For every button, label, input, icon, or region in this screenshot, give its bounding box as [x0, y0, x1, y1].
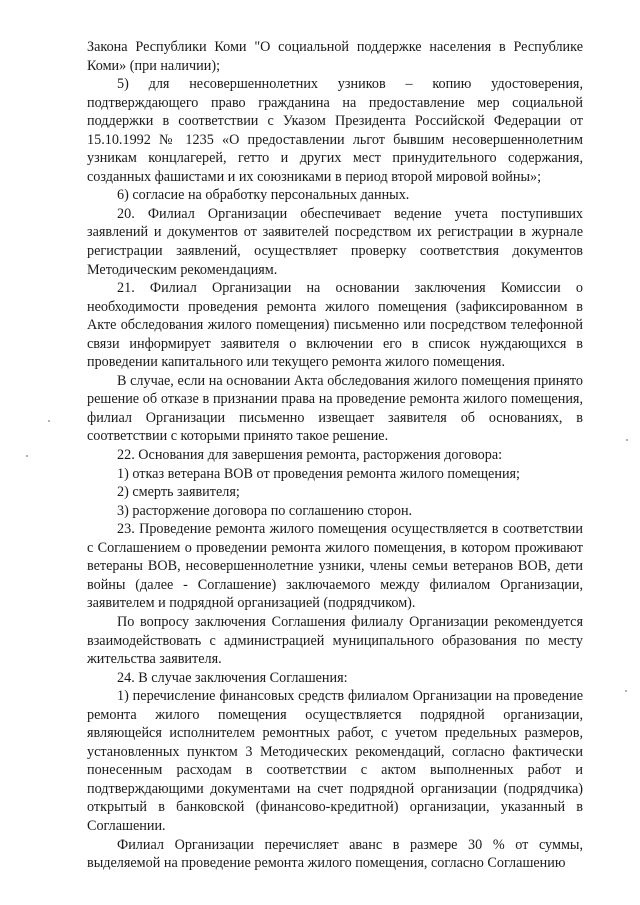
paragraph-clause-22-item-3: 3) расторжение договора по соглашению сторон.	[117, 502, 413, 519]
scan-speck	[625, 690, 627, 692]
paragraph-advance-payment: Филиал Организации перечисляет аванс в размере 30 % от суммы, выделяемой на проведение ремонта жилого помещения, согласно Соглашению	[87, 836, 583, 872]
paragraph-refusal: В случае, если на основании Акта обследования жилого помещения принято решение об отказе в признании права на проведение ремонта жилого помещения, филиал Организации письменно извещает заявителя об основаниях, в соответствии с которыми принято такое решение.	[87, 372, 583, 445]
paragraph-clause-23: 23. Проведение ремонта жилого помещения осуществляется в соответствии с Соглашением о проведении ремонта жилого помещения, в котором проживают ветераны ВОВ, несовершеннолетние узники, члены семьи ветеранов ВОВ, дети войны (далее - Соглашение) заключаемого между филиалом Организации, заявителем и подрядной организацией (подрядчиком).	[87, 521, 583, 612]
paragraph-clause-21: 21. Филиал Организации на основании заключения Комиссии о необходимости проведения ремонта жилого помещения (зафиксированном в Акте обследования жилого помещения) письменно или посредством телефонной связи информирует заявителя о включении его в список нуждающихся в проведении капитального или текущего ремонта жилого помещения.	[87, 280, 583, 371]
scan-speck	[626, 439, 628, 441]
scan-speck	[26, 455, 28, 457]
paragraph-law-reference: Закона Республики Коми "О социальной поддержке населения в Республике Коми» (при наличии);	[87, 39, 583, 74]
paragraph-clause-20: 20. Филиал Организации обеспечивает ведение учета поступивших заявлений и документов от заявителей посредством их регистрации в журнале регистрации заявлений, осуществляет проверку соответствия документов Методическим рекомендациям.	[87, 205, 583, 278]
document-page	[87, 38, 583, 873]
paragraph-agreement-recommendation: По вопросу заключения Соглашения филиалу Организации рекомендуется взаимодействовать с администрацией муниципального образования по месту жительства заявителя.	[87, 613, 583, 668]
paragraph-clause-22: 22. Основания для завершения ремонта, расторжения договора:	[117, 447, 503, 464]
scan-speck	[48, 420, 50, 422]
paragraph-clause-24: 24. В случае заключения Соглашения:	[117, 669, 348, 686]
paragraph-item-6-consent: 6) согласие на обработку персональных данных.	[117, 187, 410, 204]
paragraph-clause-24-item-1: 1) перечисление финансовых средств филиалом Организации на проведение ремонта жилого помещения осуществляется подрядной организации, являющейся исполнителем ремонтных работ, с учетом предельных размеров, установленных пунктом 3 Методических рекомендаций, согласно фактически понесенным расходам в соответствии с актом выполненных работ и подтверждающими документами на счет подрядной организации (подрядчика) открытый в банковской (финансово-кредитной) организации, указанный в Соглашении.	[87, 688, 583, 834]
paragraph-clause-22-item-1: 1) отказ ветерана ВОВ от проведения ремонта жилого помещения;	[117, 465, 520, 482]
paragraph-item-5-minors: 5) для несовершеннолетних узников – копию удостоверения, подтверждающего право гражданина на предоставление мер социальной поддержки в соответствии с Указом Президента Российской Федерации от 15.10.1992 № 1235 «О предоставлении льгот бывшим несовершеннолетним узникам концлагерей, гетто и других мест принудительного содержания, созданных фашистами и их союзниками в период второй мировой войны»;	[87, 76, 583, 185]
paragraph-clause-22-item-2: 2) смерть заявителя;	[117, 484, 240, 501]
